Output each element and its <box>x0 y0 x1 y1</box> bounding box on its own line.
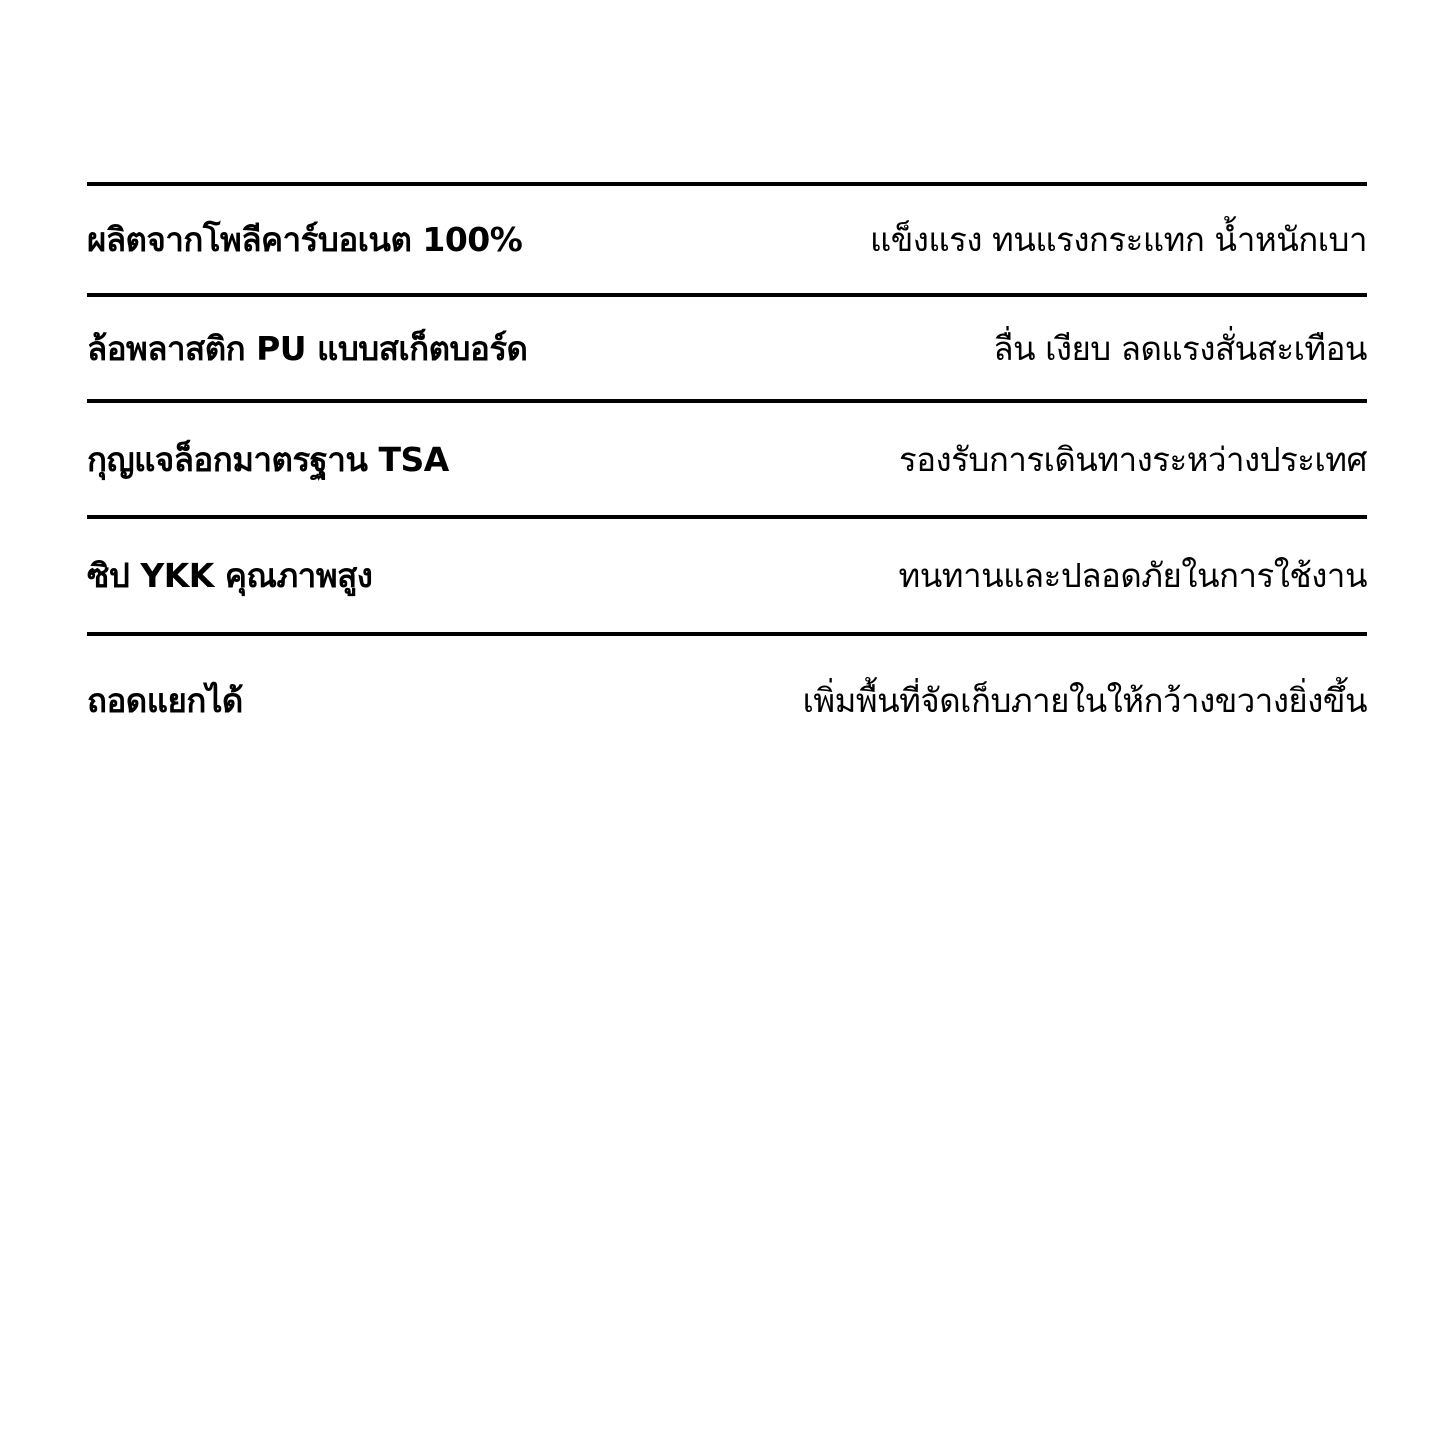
spec-row-tsa-lock <box>87 399 1367 515</box>
spec-row-polycarbonate <box>87 182 1367 293</box>
spec-row-wheels <box>87 293 1367 399</box>
spec-feature: ถอดแยกได้ <box>87 681 243 720</box>
spec-benefit: รองรับการเดินทางระหว่างประเทศ <box>899 439 1367 479</box>
spec-feature: ซิป YKK คุณภาพสูง <box>87 556 373 595</box>
spec-benefit: แข็งแรง ทนแรงกระแทก น้ำหนักเบา <box>869 220 1367 259</box>
spec-benefit: เพิ่มพื้นที่จัดเก็บภายในให้กว้างขวางยิ่งขึ้น <box>802 681 1367 720</box>
spec-benefit: ลื่น เงียบ ลดแรงสั่นสะเทือน <box>993 328 1367 368</box>
spec-row-detachable <box>87 632 1367 744</box>
spec-table <box>87 182 1367 744</box>
spec-feature: ผลิตจากโพลีคาร์บอเนต 100% <box>87 220 523 259</box>
spec-feature: กุญแจล็อกมาตรฐาน TSA <box>87 439 449 479</box>
spec-row-ykk-zipper <box>87 515 1367 632</box>
spec-benefit: ทนทานและปลอดภัยในการใช้งาน <box>898 556 1367 595</box>
spec-feature: ล้อพลาสติก PU แบบสเก็ตบอร์ด <box>87 328 528 368</box>
